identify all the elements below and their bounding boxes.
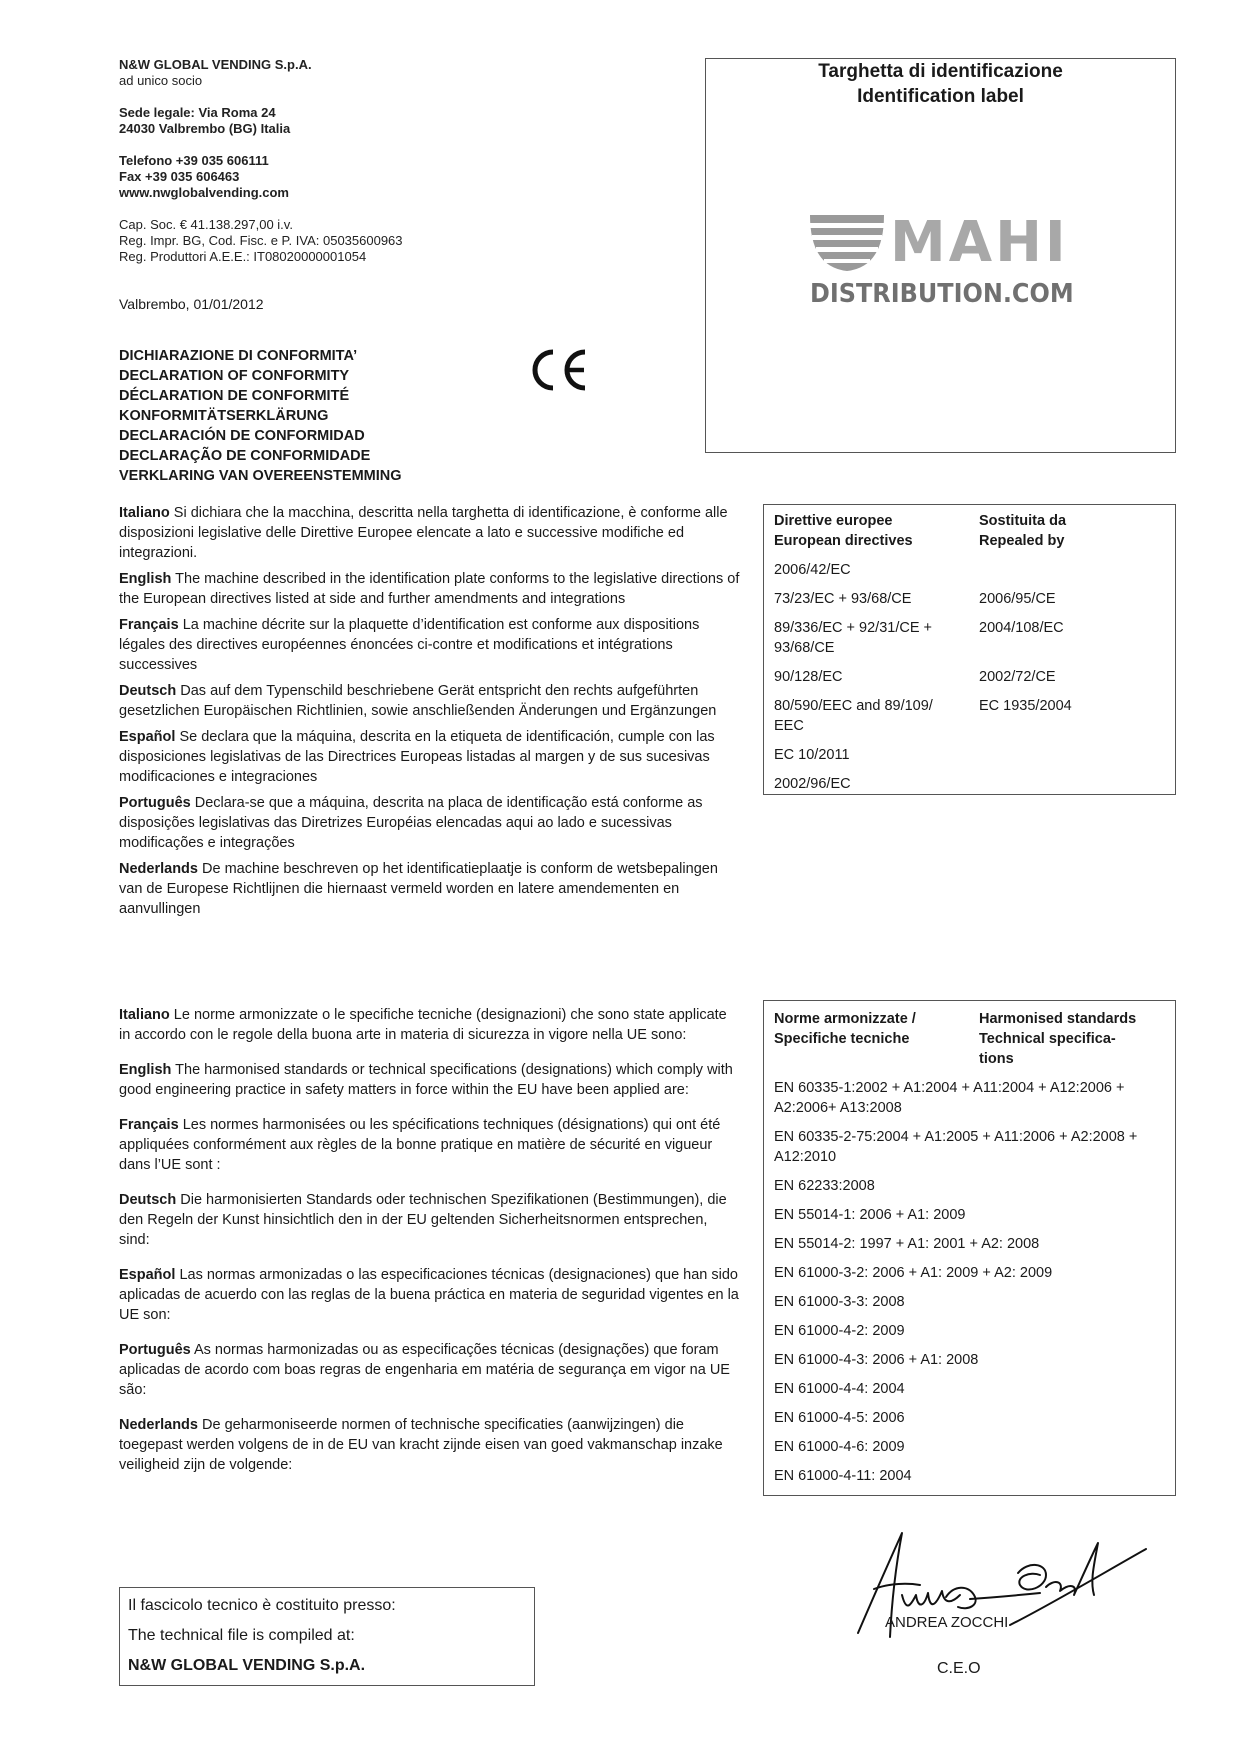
list-item: EN 55014-1: 2006 + A1: 2009 [774,1207,966,1223]
ce-mark [527,348,591,397]
ce-mark-icon [527,348,591,392]
handwritten-signature-icon [850,1525,1160,1650]
declaration-title: KONFORMITÄTSERKLÄRUNG [119,408,329,424]
table-row: 73/23/EC + 93/68/CE 2006/95/CE [774,591,1056,607]
list-item: EN 61000-4-11: 2004 [774,1468,912,1484]
logo-brand: MAHI [890,210,1069,275]
signatory-name: ANDREA ZOCCHI [885,1614,1009,1631]
watermark-logo [808,209,1074,319]
language-label: Deutsch [119,1192,177,1208]
declaration-title: DICHIARAZIONE DI CONFORMITA’ [119,348,358,364]
conformity-paragraph [119,503,741,563]
language-label: Nederlands [119,1417,198,1433]
repealed-header: Sostituita da Repealed by [979,513,1067,549]
conformity-paragraph [119,615,741,675]
standards-paragraph [119,1115,741,1175]
declaration-titles [119,346,479,486]
table-row: 89/336/EC + 92/31/CE + 93/68/CE 2004/108/EC [774,620,1064,656]
standards-header-left: Norme armonizzate / Specifiche tecniche [774,1011,916,1047]
conformity-paragraph [119,681,741,721]
paragraph-text: Die harmonisierten Standards oder technischen Spezifikationen (Bestimmungen), die den Regeln der Kunst hinsichtlich den in der EU geltenden Sicherheitsnormen entsprechen, sind: [119,1192,727,1248]
conformity-paragraphs [119,503,741,919]
identification-label-box [705,58,1176,453]
language-label: Italiano [119,505,170,521]
standards-paragraph [119,1415,741,1475]
list-item: EN 55014-2: 1997 + A1: 2001 + A2: 2008 [774,1236,1040,1252]
list-item: EN 61000-4-2: 2009 [774,1323,905,1339]
paragraph-text: Les normes harmonisées ou les spécifications techniques (désignations) qui ont été appliquées conformément aux règles de la bonne pratique en matière de sécurité en vigueur dans l’UE sont : [119,1117,721,1173]
table-row: 90/128/EC 2002/72/CE [774,669,1056,685]
conformity-paragraph [119,793,741,853]
standards-table-header [774,1009,1165,1069]
list-item: EN 62233:2008 [774,1178,875,1194]
language-label: Français [119,617,179,633]
list-item: EN 61000-4-5: 2006 [774,1410,905,1426]
company-address-1: Sede legale: Via Roma 24 [119,105,276,120]
language-label: Français [119,1117,179,1133]
directives-table [774,511,1165,803]
declaration-title: DECLARATION OF CONFORMITY [119,368,350,384]
paragraph-text: The machine described in the identification plate conforms to the legislative directions of the European directives listed at side and further amendments and integrations [119,571,740,607]
language-label: Italiano [119,1007,170,1023]
conformity-paragraph [119,727,741,787]
declaration-title: DECLARAÇÃO DE CONFORMIDADE [119,448,371,464]
company-address-2: 24030 Valbrembo (BG) Italia [119,121,291,136]
standards-paragraph [119,1005,741,1045]
table-header-row [774,511,1165,560]
list-item: EN 61000-3-3: 2008 [774,1294,905,1310]
id-label-title-it: Targhetta di identificazione [818,61,1063,82]
paragraph-text: Declara-se que a máquina, descrita na placa de identificação está conforme as disposições legislativas das Diretrizes Européias elencadas aqui ao lado e sucessivas modificações e integrações [119,795,703,851]
declaration-title: VERKLARING VAN OVEREENSTEMMING [119,468,402,484]
date-line: Valbrembo, 01/01/2012 [119,296,264,312]
language-label: Português [119,1342,191,1358]
id-label-title-en: Identification label [857,86,1024,107]
table-row: EC 10/2011 [774,747,850,763]
standards-paragraph [119,1340,741,1400]
declaration-title: DECLARACIÓN DE CONFORMIDAD [119,428,365,444]
technical-file-company: N&W GLOBAL VENDING S.p.A. [128,1657,366,1674]
table-row: 80/590/EEC and 89/109/ EEC EC 1935/2004 [774,698,1072,734]
company-reg-1: Reg. Impr. BG, Cod. Fisc. e P. IVA: 05035600963 [119,233,403,248]
paragraph-text: The harmonised standards or technical specifications (designations) which comply with good engineering practice in safety matters in force within the EU have been applied are: [119,1062,733,1098]
list-item: EN 60335-1:2002 + A1:2004 + A11:2004 + A12:2006 + A2:2006+ A13:2008 [774,1080,1125,1116]
company-sub: ad unico socio [119,73,203,88]
list-item: EN 61000-4-3: 2006 + A1: 2008 [774,1352,979,1368]
standards-paragraph [119,1190,741,1250]
paragraph-text: De geharmoniseerde normen of technische specificaties (aanwijzingen) die toegepast werden volgens de in de EU van kracht zijnde eisen van goed vakmanschap inzake veiligheid zijn de volgende: [119,1417,723,1473]
technical-file-line-en: The technical file is compiled at: [128,1627,355,1644]
technical-file-line-it: Il fascicolo tecnico è costituito presso: [128,1597,396,1614]
language-label: Nederlands [119,861,198,877]
company-phone: Telefono +39 035 606111 [119,153,269,168]
technical-file-box [119,1587,535,1686]
declaration-title: DÉCLARATION DE CONFORMITÉ [119,388,350,404]
language-label: English [119,571,172,587]
paragraph-text: Das auf dem Typenschild beschriebene Gerät entspricht den rechts aufgeführten gesetzlichen Europäischen Richtlinien, sowie anschließenden Änderungen und Ergänzungen [119,683,717,719]
list-item: EN 60335-2-75:2004 + A1:2005 + A11:2006 + A2:2008 + A12:2010 [774,1129,1138,1165]
language-label: Español [119,1267,176,1283]
standards-table-box [763,1000,1176,1496]
directives-header: Direttive europee European directives [774,513,913,549]
conformity-paragraph [119,859,741,919]
language-label: Deutsch [119,683,177,699]
company-reg-2: Reg. Produttori A.E.E.: IT08020000001054 [119,249,367,264]
list-item: EN 61000-3-2: 2006 + A1: 2009 + A2: 2009 [774,1265,1053,1281]
standards-paragraph [119,1265,741,1325]
paragraph-text: As normas harmonizadas ou as especificações técnicas (designações) que foram aplicadas de acordo com boas regras de engenharia em matéria de segurança em vigor na UE são: [119,1342,730,1398]
paragraph-text: Le norme armonizzate o le specifiche tecniche (designazioni) che sono state applicate in accordo con le regole della buona arte in materia di sicurezza in vigore nella UE sono: [119,1007,727,1043]
table-row: 2002/96/EC [774,776,851,792]
company-capital: Cap. Soc. € 41.138.297,00 i.v. [119,217,293,232]
signature [850,1525,1160,1655]
standards-paragraphs [119,1005,741,1475]
company-fax: Fax +39 035 606463 [119,169,240,184]
conformity-paragraph [119,569,741,609]
paragraph-text: De machine beschreven op het identificatieplaatje is conform de wetsbepalingen van de Europese Richtlijnen die hiernaast vermeld worden en latere amendementen en aanvullingen [119,861,718,917]
identification-label-title [706,59,1175,109]
paragraph-text: Si dichiara che la macchina, descritta nella targhetta di identificazione, è conforme alle disposizioni legislative delle Direttive Europee elencate a lato e successive modifiche ed integrazioni. [119,505,728,561]
language-label: Português [119,795,191,811]
paragraph-text: La machine décrite sur la plaquette d’identification est conforme aux dispositions légales des directives européennes énoncées ci-contre et modifications et intégrations successives [119,617,700,673]
paragraph-text: Las normas armonizadas o las especificaciones técnicas (designaciones) que han sido aplicadas de acuerdo con las reglas de la buena práctica en materia de seguridad vigentes en la UE son: [119,1267,739,1323]
paragraph-text: Se declara que la máquina, descrita en la etiqueta de identificación, cumple con las disposiciones legislativas de las Directrices Europeas listadas al margen y de sus sucesivas modificaciones e integraciones [119,729,715,785]
table-row: 2006/42/EC [774,562,851,578]
company-web: www.nwglobalvending.com [119,185,289,200]
language-label: Español [119,729,176,745]
language-label: English [119,1062,172,1078]
logo-text: DISTRIBUTION.COM [810,279,1074,309]
standards-header-right: Harmonised standards Technical specifica- tions [979,1011,1137,1067]
standards-paragraph [119,1060,741,1100]
signatory-role: C.E.O [937,1660,981,1677]
company-header [119,57,539,265]
company-name: N&W GLOBAL VENDING S.p.A. [119,57,312,72]
list-item: EN 61000-4-6: 2009 [774,1439,905,1455]
directives-table-box [763,504,1176,795]
list-item: EN 61000-4-4: 2004 [774,1381,905,1397]
